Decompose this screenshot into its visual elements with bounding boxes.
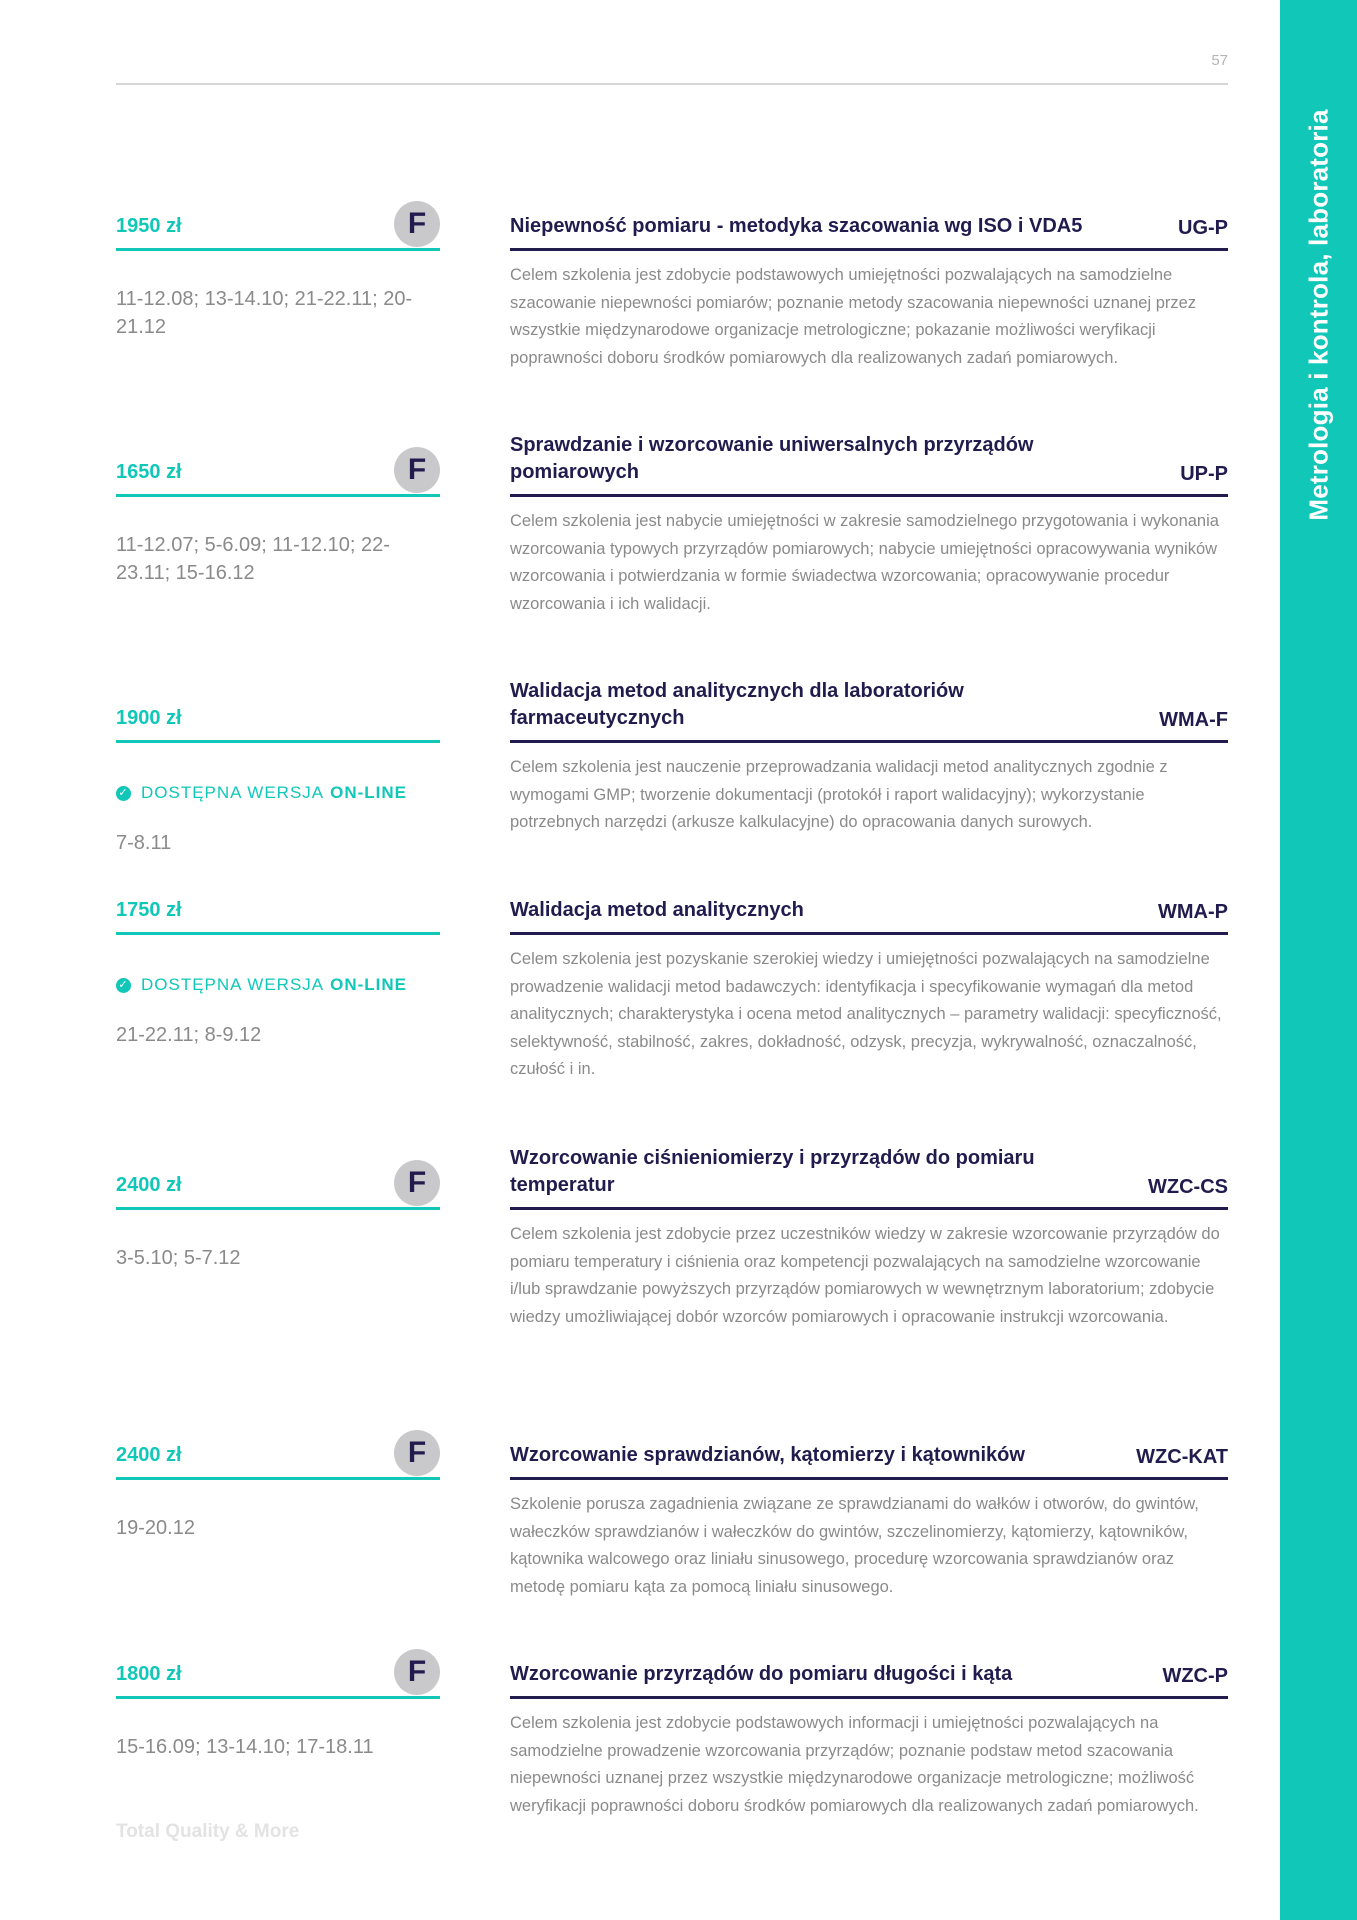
page-number: 57 <box>1211 52 1228 69</box>
price: 2400 zł <box>116 1444 182 1466</box>
price: 1800 zł <box>116 1663 182 1685</box>
course-meta <box>116 198 440 341</box>
course-description: Celem szkolenia jest pozyskanie szerokiej wiedzy i umiejętności pozwalających na samodzielne prowadzenie walidacji metod badawczych: identyfikacja i specyfikowanie wymagań dla metod analitycznych; charakterystyka i ocena metod analitycznych – parametry walidacji: specyficzność, selektywność, stabilność, zakres, dokładność, odzysk, precyzja, wykrywalność, oznaczalność, czułość i in. <box>510 950 1222 1078</box>
course-description: Celem szkolenia jest nauczenie przeprowadzania walidacji metod analitycznych zgodnie z wymogami GMP; tworzenie dokumentacji (protokół i raport walidacyjny); wykorzystanie potrzebnych narzędzi (arkusze kalkulacyjne) do opracowania danych surowych. <box>510 758 1168 831</box>
course-code: UG-P <box>1178 217 1228 239</box>
course-dates: 15-16.09; 13-14.10; 17-18.11 <box>116 1736 374 1758</box>
F-logo-icon: F <box>394 201 440 247</box>
price-divider <box>116 1207 440 1210</box>
course-description: Celem szkolenia jest zdobycie podstawowych informacji i umiejętności pozwalających na samodzielne prowadzenie wzorcowania przyrządów; poznanie podstaw metod szacowania niepewności uznanej przez wszystkie międzynarodowe organizacje metrologiczne; możliwość weryfikacji poprawności doboru środków pomiarowych dla realizowanych zadań pomiarowych. <box>510 1714 1199 1815</box>
course-description: Celem szkolenia jest zdobycie podstawowych umiejętności pozwalających na samodzielne szacowanie niepewności pomiarów; poznanie metody szacowania niepewności uznanej przez wszystkie międzynarodowe organizacje metrologiczne; pokazanie możliwości weryfikacji poprawności doboru środków pomiarowych dla realizowanych zadań pomiarowych. <box>510 266 1197 367</box>
price: 1900 zł <box>116 707 182 729</box>
course-dates: 11-12.07; 5-6.09; 11-12.10; 22-23.11; 15-16.12 <box>116 534 390 584</box>
course-body <box>510 198 1228 372</box>
course-dates: 19-20.12 <box>116 1517 195 1539</box>
title-divider <box>510 740 1228 743</box>
course-code: WZC-KAT <box>1136 1446 1228 1468</box>
online-label-strong: ON-LINE <box>330 975 408 994</box>
online-version-badge <box>116 783 440 803</box>
course-dates: 3-5.10; 5-7.12 <box>116 1247 241 1269</box>
price: 2400 zł <box>116 1174 182 1196</box>
check-circle-icon: ✓ <box>116 786 131 801</box>
price-divider <box>116 1477 440 1480</box>
course-body <box>510 1646 1228 1820</box>
course-description: Celem szkolenia jest nabycie umiejętności w zakresie samodzielnego przygotowania i wykonania wzorcowania typowych przyrządów pomiarowych; nabycie umiejętności opracowywania wyników wzorcowania i potwierdzania w formie świadectwa wzorcowania; opracowywanie procedur wzorcowania i ich walidacji. <box>510 512 1219 613</box>
course-body <box>510 680 1228 837</box>
price-divider <box>116 494 440 497</box>
course-body <box>510 434 1228 618</box>
course-code: WMA-P <box>1158 901 1228 923</box>
course-title: Wzorcowanie ciśnieniomierzy i przyrządów do pomiaru temperatur <box>510 1147 1035 1196</box>
course-body <box>510 1147 1228 1331</box>
top-divider <box>116 83 1228 85</box>
price-divider <box>116 740 440 743</box>
title-divider <box>510 932 1228 935</box>
course-code: UP-P <box>1180 463 1228 485</box>
course-code: WMA-F <box>1159 709 1228 731</box>
price: 1650 zł <box>116 461 182 483</box>
course-title: Walidacja metod analitycznych dla laboratoriów farmaceutycznych <box>510 680 964 729</box>
check-circle-icon: ✓ <box>116 978 131 993</box>
footer-brand: Total Quality & More <box>116 1821 300 1842</box>
online-label-prefix: DOSTĘPNA WERSJA <box>141 783 325 802</box>
online-version-badge <box>116 975 440 995</box>
F-logo-icon: F <box>394 1160 440 1206</box>
course-meta <box>116 690 440 857</box>
course-code: WZC-P <box>1162 1665 1228 1687</box>
course-meta <box>116 444 440 587</box>
course-title: Wzorcowanie przyrządów do pomiaru długości i kąta <box>510 1663 1013 1685</box>
course-dates: 7-8.11 <box>116 832 172 854</box>
online-label-strong: ON-LINE <box>330 783 408 802</box>
title-divider <box>510 1477 1228 1480</box>
course-dates: 11-12.08; 13-14.10; 21-22.11; 20-21.12 <box>116 288 413 338</box>
title-divider <box>510 1696 1228 1699</box>
price: 1750 zł <box>116 899 182 921</box>
course-dates: 21-22.11; 8-9.12 <box>116 1024 262 1046</box>
course-meta <box>116 1646 440 1761</box>
course-title: Walidacja metod analitycznych <box>510 899 804 921</box>
course-title: Wzorcowanie sprawdzianów, kątomierzy i kątowników <box>510 1444 1025 1466</box>
side-band <box>1280 0 1357 1920</box>
F-logo-icon: F <box>394 1649 440 1695</box>
course-body <box>510 882 1228 1084</box>
course-description: Celem szkolenia jest zdobycie przez uczestników wiedzy w zakresie wzorcowanie przyrządów do pomiaru temperatury i ciśnienia oraz kompetencji pozwalających na samodzielne wzorcowanie i/lub sprawdzanie powyższych przyrządów pomiarowych w wewnętrznym laboratorium; zdobycie wiedzy umożliwiającej dobór wzorców pomiarowych i opracowanie instrukcji wzorcowania. <box>510 1225 1220 1326</box>
F-logo-icon: F <box>394 447 440 493</box>
price: 1950 zł <box>116 215 182 237</box>
price-divider <box>116 1696 440 1699</box>
title-divider <box>510 1207 1228 1210</box>
course-meta <box>116 882 440 1049</box>
side-label: Metrologia i kontrola, laboratoria <box>1303 109 1333 521</box>
course-meta <box>116 1427 440 1542</box>
course-title: Sprawdzanie i wzorcowanie uniwersalnych przyrządów pomiarowych <box>510 434 1034 483</box>
price-divider <box>116 248 440 251</box>
course-code: WZC-CS <box>1148 1176 1228 1198</box>
price-divider <box>116 932 440 935</box>
course-meta <box>116 1157 440 1272</box>
title-divider <box>510 494 1228 497</box>
course-title: Niepewność pomiaru - metodyka szacowania wg ISO i VDA5 <box>510 215 1083 237</box>
course-description: Szkolenie porusza zagadnienia związane ze sprawdzianami do wałków i otworów, do gwintów, wałeczków sprawdzianów i wałeczków do gwintów, szczelinomierzy, kątomierzy, kątowników, kątownika walcowego oraz liniału sinusowego, procedurę wzorcowania sprawdzianów oraz metodę pomiaru kąta za pomocą liniału sinusowego. <box>510 1495 1199 1596</box>
title-divider <box>510 248 1228 251</box>
course-body <box>510 1427 1228 1601</box>
F-logo-icon: F <box>394 1430 440 1476</box>
online-label-prefix: DOSTĘPNA WERSJA <box>141 975 325 994</box>
